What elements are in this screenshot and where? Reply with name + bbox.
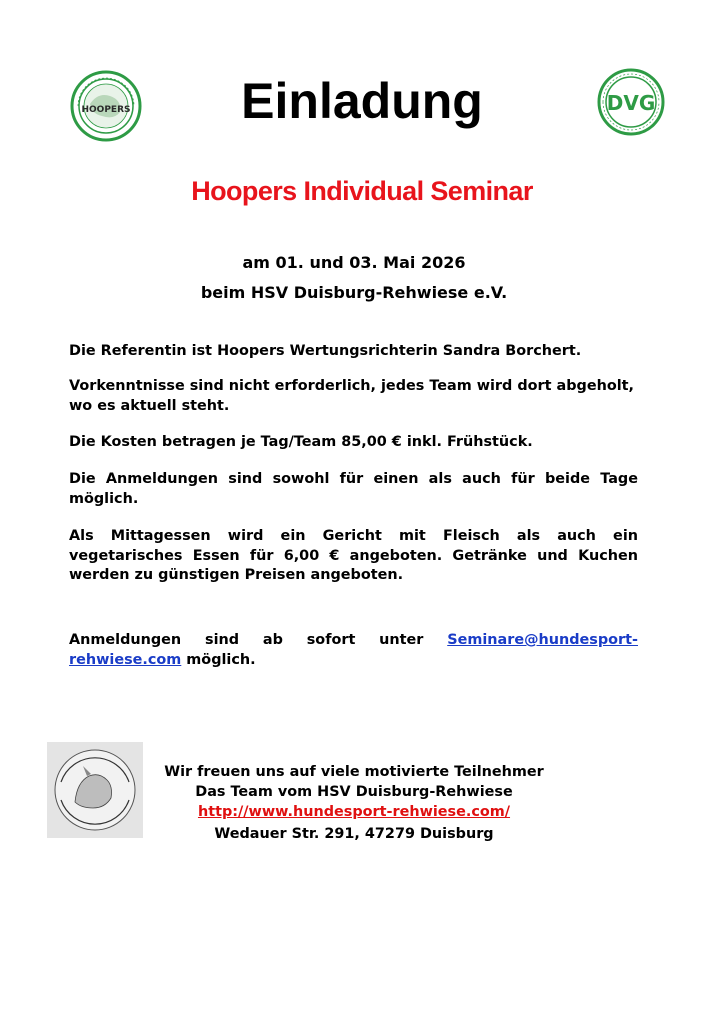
- email-link[interactable]: Seminare@hundesport-rehwiese.com: [69, 632, 638, 668]
- footer-line-2: Das Team vom HSV Duisburg-Rehwiese: [195, 784, 513, 800]
- footer-address: Wedauer Str. 291, 47279 Duisburg: [214, 826, 494, 842]
- paragraph-prerequisites: Vorkenntnisse sind nicht erforderlich, jedes Team wird dort abgeholt, wo es aktuell steht.: [69, 378, 634, 414]
- registration-suffix: möglich.: [181, 651, 256, 668]
- date-line: am 01. und 03. Mai 2026: [242, 253, 466, 272]
- paragraph-registration: [69, 631, 638, 670]
- paragraph-referent: Die Referentin ist Hoopers Wertungsrichterin Sandra Borchert.: [69, 343, 582, 359]
- footer-url-row: [0, 802, 708, 822]
- registration-prefix: Anmeldungen sind ab sofort unter: [69, 632, 448, 648]
- seminar-title: Hoopers Individual Seminar: [191, 176, 533, 206]
- paragraph-lunch: Als Mittagessen wird ein Gericht mit Fleisch als auch ein vegetarisches Essen für 6,00 € angeboten. Getränke und Kuchen werden zu günstigen Preisen angeboten.: [69, 528, 638, 583]
- footer-line-1: Wir freuen uns auf viele motivierte Teilnehmer: [164, 764, 544, 780]
- website-link[interactable]: http://www.hundesport-rehwiese.com/: [197, 804, 511, 820]
- paragraph-costs: Die Kosten betragen je Tag/Team 85,00 € inkl. Frühstück.: [69, 434, 533, 450]
- dvg-logo: [597, 68, 665, 136]
- svg-text:DVG: DVG: [606, 91, 656, 115]
- place-line: beim HSV Duisburg-Rehwiese e.V.: [200, 283, 508, 302]
- paragraph-registration-days: Die Anmeldungen sind sowohl für einen als auch für beide Tage möglich.: [69, 471, 638, 507]
- svg-text:HOOPERS: HOOPERS: [81, 105, 131, 115]
- page-title: Einladung: [241, 73, 483, 129]
